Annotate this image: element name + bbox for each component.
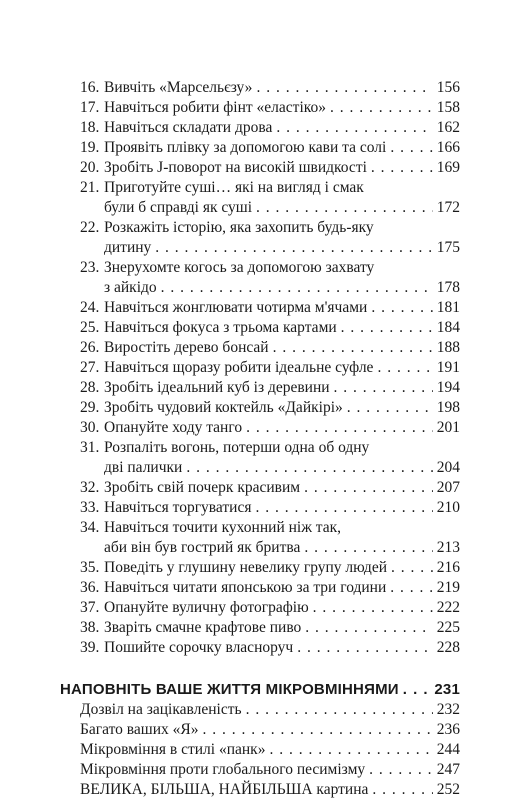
- toc-entry: [80, 498, 460, 518]
- entry-number: 24.: [80, 299, 100, 316]
- toc-entry: [80, 178, 460, 218]
- toc-entry: [80, 618, 460, 638]
- toc-entry: [80, 358, 460, 378]
- entry-title: Приготуйте суші… які на вигляд і смак: [104, 179, 364, 196]
- entry-number: 22.: [80, 219, 100, 236]
- entry-page-number: 175: [436, 239, 460, 256]
- dot-leader: [369, 760, 433, 780]
- entry-page-number: 166: [436, 139, 460, 156]
- entry-page-number: 181: [436, 299, 460, 316]
- entry-title: Поведіть у глушину невелику групу людей: [104, 559, 387, 576]
- dot-leader: [186, 458, 432, 478]
- entry-page-number: 184: [436, 319, 460, 336]
- entry-page-number: 191: [436, 359, 460, 376]
- section-item: [80, 740, 460, 760]
- toc-entry: [80, 398, 460, 418]
- toc-entry: [80, 258, 460, 298]
- entry-page-number: 156: [436, 79, 460, 96]
- entry-number: 29.: [80, 399, 100, 416]
- dot-leader: [161, 278, 433, 298]
- entry-number: 23.: [80, 259, 100, 276]
- entry-page-number: 216: [436, 559, 460, 576]
- entry-title: Зробіть свій почерк красивим: [104, 479, 301, 496]
- toc-entry: [80, 518, 460, 558]
- dot-leader: [390, 138, 432, 158]
- entry-page-number: 158: [436, 99, 460, 116]
- dot-leader: [390, 578, 432, 598]
- dot-leader: [304, 538, 432, 558]
- entry-title: аби він був гострий як бритва: [104, 539, 301, 556]
- section-item-title: Мікровміння проти глобального песимізму: [80, 761, 366, 778]
- entry-title: Вивчіть «Марсельєзу»: [104, 79, 253, 96]
- entry-page-number: 188: [436, 339, 460, 356]
- entry-number: 36.: [80, 579, 100, 596]
- entry-title: Розпаліть вогонь, потерши одна об одну: [104, 439, 370, 456]
- dot-leader: [246, 418, 433, 438]
- entry-title: Навчіться фокуса з трьома картами: [104, 319, 337, 336]
- toc-entry: [80, 78, 460, 98]
- section-item-title: Мікровміння в стилі «панк»: [80, 741, 266, 758]
- entry-page-number: 210: [436, 499, 460, 516]
- section-item: [80, 720, 460, 740]
- entry-number: 32.: [80, 479, 100, 496]
- dot-leader: [269, 740, 432, 760]
- entry-title: дитину: [104, 239, 152, 256]
- dot-leader: [276, 118, 432, 138]
- entry-page-number: 172: [436, 199, 460, 216]
- dot-leader: [371, 158, 433, 178]
- toc-entries: [80, 78, 460, 658]
- entry-number: 20.: [80, 159, 100, 176]
- toc-entry: [80, 578, 460, 598]
- toc-entry: [80, 218, 460, 258]
- entry-title: Опануйте вуличну фотографію: [104, 599, 309, 616]
- entry-number: 18.: [80, 119, 100, 136]
- dot-leader: [297, 638, 433, 658]
- toc-entry: [80, 638, 460, 658]
- dot-leader: [347, 398, 433, 418]
- entry-number: 25.: [80, 319, 100, 336]
- dot-leader: [313, 598, 433, 618]
- dot-leader: [304, 478, 433, 498]
- entry-title: Навчіться робити фінт «еластіко»: [104, 99, 326, 116]
- section-item-page-number: 244: [436, 741, 460, 758]
- section-heading: [60, 680, 460, 700]
- entry-number: 31.: [80, 439, 100, 456]
- dot-leader: [273, 338, 433, 358]
- dot-leader: [377, 358, 432, 378]
- dot-leader: [256, 78, 432, 98]
- toc-entry: [80, 338, 460, 358]
- dot-leader: [341, 318, 433, 338]
- entry-number: 16.: [80, 79, 100, 96]
- entry-title: Навчіться складати дрова: [104, 119, 273, 136]
- dot-leader: [334, 378, 433, 398]
- entry-number: 28.: [80, 379, 100, 396]
- entry-title: Зробіть J-поворот на високій швидкості: [104, 159, 367, 176]
- dot-leader: [255, 498, 432, 518]
- section-item-page-number: 236: [436, 721, 460, 738]
- toc-entry: [80, 418, 460, 438]
- entry-title: дві палички: [104, 459, 183, 476]
- dot-leader: [330, 98, 433, 118]
- section-item-title: Дозвіл на зацікавленість: [80, 701, 242, 718]
- entry-title: Знерухомте когось за допомогою захвату: [104, 259, 375, 276]
- entry-page-number: 228: [436, 639, 460, 656]
- entry-page-number: 219: [436, 579, 460, 596]
- dot-leader: [246, 700, 433, 720]
- entry-title: Зваріть смачне крафтове пиво: [104, 619, 302, 636]
- section-item: [80, 780, 460, 800]
- entry-number: 27.: [80, 359, 100, 376]
- entry-title: були б справді як суші: [104, 199, 253, 216]
- entry-title: Навчіться точити кухонний ніж так,: [104, 519, 342, 536]
- section-items: [80, 700, 460, 800]
- toc-entry: [80, 318, 460, 338]
- entry-title: Виростіть дерево бонсай: [104, 339, 269, 356]
- entry-number: 35.: [80, 559, 100, 576]
- entry-page-number: 201: [436, 419, 460, 436]
- toc-entry: [80, 118, 460, 138]
- entry-number: 38.: [80, 619, 100, 636]
- entry-page-number: 222: [436, 599, 460, 616]
- toc-entry: [80, 438, 460, 478]
- entry-page-number: 204: [436, 459, 460, 476]
- entry-title: Навчіться жонглювати чотирма м'ячами: [104, 299, 368, 316]
- entry-number: 34.: [80, 519, 100, 536]
- dot-leader: [256, 198, 433, 218]
- entry-number: 33.: [80, 499, 100, 516]
- dot-leader: [305, 618, 432, 638]
- toc-entry: [80, 138, 460, 158]
- section-item-page-number: 252: [436, 781, 460, 798]
- entry-page-number: 198: [436, 399, 460, 416]
- entry-title: Навчіться торгуватися: [104, 499, 252, 516]
- entry-number: 17.: [80, 99, 100, 116]
- entry-title: Проявіть плівку за допомогою кави та солі: [104, 139, 387, 156]
- entry-title: Навчіться щоразу робити ідеальне суфле: [104, 359, 374, 376]
- section-item-page-number: 232: [436, 701, 460, 718]
- toc-entry: [80, 98, 460, 118]
- section-item-title: ВЕЛИКА, БІЛЬША, НАЙБІЛЬША картина: [80, 781, 369, 798]
- entry-title: Зробіть чудовий коктейль «Дайкірі»: [104, 399, 343, 416]
- entry-page-number: 169: [436, 159, 460, 176]
- entry-title: Опануйте ходу танго: [104, 419, 243, 436]
- toc-entry: [80, 478, 460, 498]
- entry-page-number: 213: [436, 539, 460, 556]
- entry-page-number: 194: [436, 379, 460, 396]
- entry-page-number: 162: [436, 119, 460, 136]
- dot-leader: [372, 780, 432, 800]
- entry-title: Зробіть ідеальний куб із деревини: [104, 379, 330, 396]
- dot-leader: [155, 238, 432, 258]
- toc-entry: [80, 378, 460, 398]
- table-of-contents: [60, 78, 460, 800]
- section-item: [80, 700, 460, 720]
- entry-number: 26.: [80, 339, 100, 356]
- entry-title: Навчіться читати японською за три години: [104, 579, 387, 596]
- entry-title: Розкажіть історію, яка захопить будь-яку: [104, 219, 374, 236]
- section-page-number: 231: [434, 681, 460, 698]
- toc-entry: [80, 598, 460, 618]
- entry-title: Пошийте сорочку власноруч: [104, 639, 294, 656]
- entry-page-number: 225: [436, 619, 460, 636]
- entry-number: 21.: [80, 179, 100, 196]
- dot-leader: [403, 680, 431, 700]
- entry-title: з айкідо: [104, 279, 157, 296]
- section-title: НАПОВНІТЬ ВАШЕ ЖИТТЯ МІКРОВМІННЯМИ: [60, 681, 399, 698]
- section-item-title: Багато ваших «Я»: [80, 721, 199, 738]
- toc-entry: [80, 558, 460, 578]
- entry-number: 39.: [80, 639, 100, 656]
- section-item: [80, 760, 460, 780]
- toc-section: [60, 680, 460, 800]
- entry-number: 30.: [80, 419, 100, 436]
- entry-number: 37.: [80, 599, 100, 616]
- dot-leader: [203, 720, 433, 740]
- entry-page-number: 178: [436, 279, 460, 296]
- entry-page-number: 207: [436, 479, 460, 496]
- toc-entry: [80, 158, 460, 178]
- toc-entry: [80, 298, 460, 318]
- entry-number: 19.: [80, 139, 100, 156]
- dot-leader: [391, 558, 433, 578]
- dot-leader: [371, 298, 432, 318]
- section-item-page-number: 247: [436, 761, 460, 778]
